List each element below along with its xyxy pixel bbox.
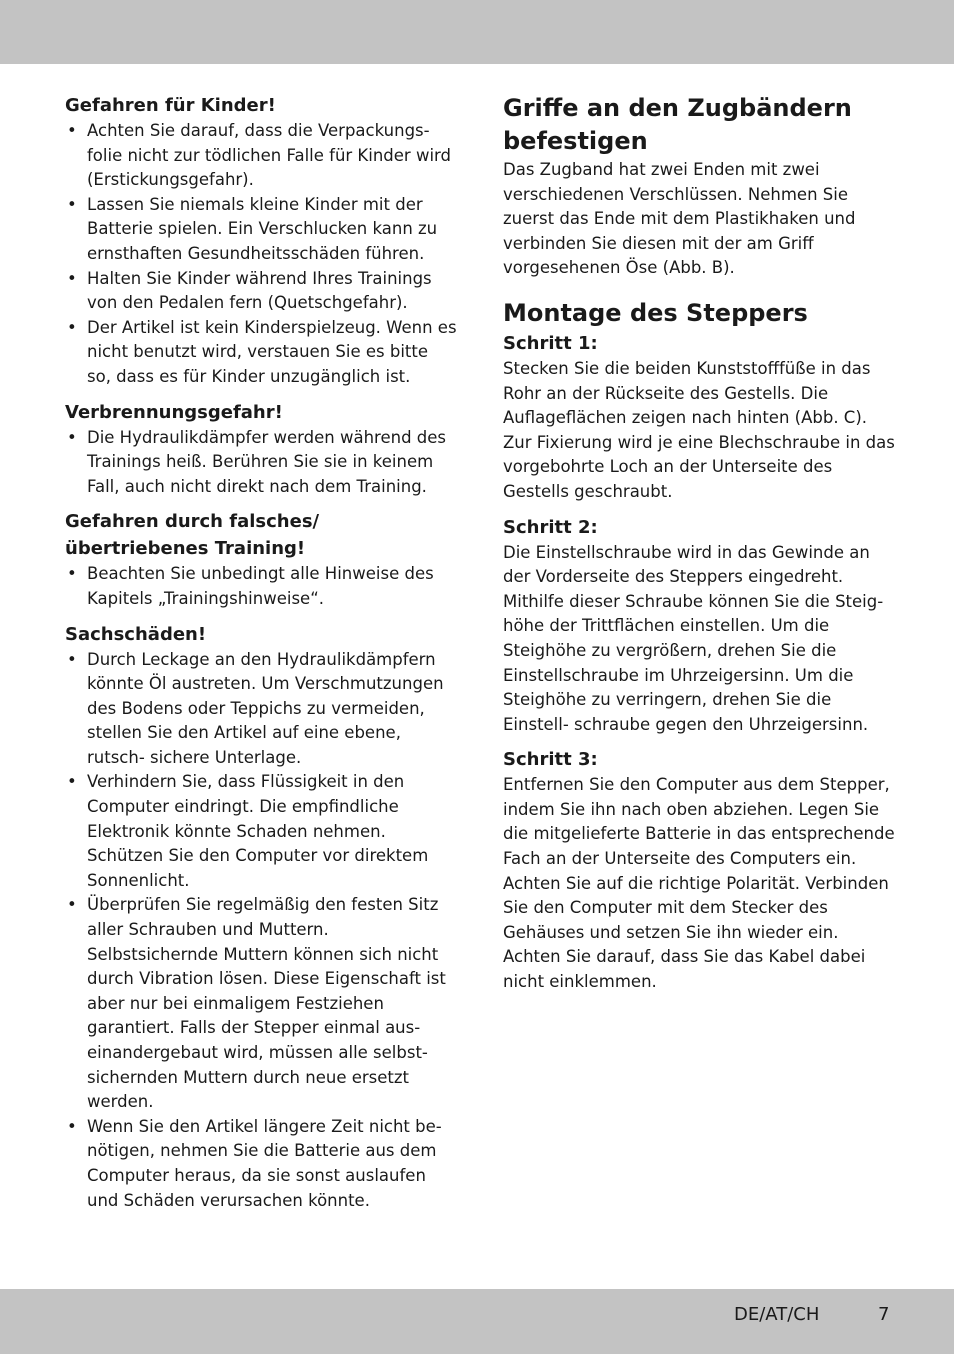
spacer [65, 390, 457, 399]
step-heading: Schritt 3: [503, 749, 598, 771]
right-column [503, 92, 898, 995]
bullet-item [65, 193, 457, 267]
section-verbrennung [65, 399, 457, 500]
bullet-item [65, 893, 457, 1114]
bullet-item [65, 648, 457, 771]
step-heading: Schritt 2: [503, 516, 598, 538]
bullet-dot: • [67, 895, 77, 915]
bullet-text: Der Artikel ist kein Kinderspielzeug. Wenn es nicht benutzt wird, verstauen Sie es bitte so, dass es für Kinder unzugänglich ist. [87, 317, 457, 386]
step-2 [503, 514, 898, 738]
header-band [0, 0, 954, 64]
step-paragraph: Die Einstellschraube wird in das Gewinde an der Vorderseite des Steppers eingedreht. Mithilfe dieser Schraube können Sie die Steig- höhe der Trittflächen einstellen. Um die Steighöhe zu vergrößern, drehen Sie die Einstellschraube im Uhrzeigersinn. Um die Steighöhe zu verringern, drehen Sie die Einstell- schraube gegen den Uhrzeigersinn. [503, 542, 884, 734]
bullet-text: Lassen Sie niemals kleine Kinder mit der Batterie spielen. Ein Verschlucken kann zu ernsthaften Gesundheitsschäden führen. [87, 194, 438, 263]
bullet-text: Überprüfen Sie regelmäßig den festen Sitz aller Schrauben und Muttern. Selbstsichernde Muttern können sich nicht durch Vibration lösen. Diese Eigenschaft ist aber nur bei einmaligem Festziehen garantiert. Falls der Stepper einmal aus- einandergebaut wird, müssen alle selbst- sichernden Muttern durch neue ersetzt werden. [87, 895, 446, 1112]
section-sachschaeden [65, 621, 457, 1214]
section-griffe [503, 92, 898, 281]
bullet-text: Wenn Sie den Artikel längere Zeit nicht be- nötigen, nehmen Sie die Batterie aus dem Computer heraus, da sie sonst auslaufen und Schäden verursachen könnte. [87, 1116, 442, 1210]
bullet-item [65, 119, 457, 193]
bullet-item [65, 1115, 457, 1213]
page-number: 7 [878, 1304, 890, 1325]
step-paragraph: Stecken Sie die beiden Kunststofffüße in das Rohr an der Rückseite des Gestells. Die Auflageflächen zeigen nach hinten (Abb. C). Zur Fixierung wird je eine Blechschraube in das vorgebohrte Loch an der Unterseite des Gestells geschraubt. [503, 358, 895, 501]
spacer [503, 737, 898, 746]
section-montage [503, 297, 898, 995]
bullet-dot: • [67, 194, 77, 214]
left-column [65, 92, 457, 1213]
bullet-text: Beachten Sie unbedingt alle Hinweise des Kapitels „Trainingshinweise“. [87, 564, 434, 608]
spacer [503, 505, 898, 514]
bullet-text: Durch Leckage an den Hydraulikdämpfern könnte Öl austreten. Um Verschmutzungen des Bodens oder Teppichs zu vermeiden, stellen Sie den Artikel auf eine ebene, rutsch- sichere Unterlage. [87, 649, 444, 767]
bullet-text: Die Hydraulikdämpfer werden während des Trainings heiß. Berühren Sie sie in keinem Fall, auch nicht direkt nach dem Training. [87, 427, 447, 496]
bullet-item [65, 562, 457, 611]
bullet-item [65, 426, 457, 500]
bullet-list [65, 562, 457, 611]
section-kinder [65, 92, 457, 390]
bullet-text: Achten Sie darauf, dass die Verpackungs- folie nicht zur tödlichen Falle für Kinder wird (Erstickungsgefahr). [87, 121, 451, 190]
step-heading: Schritt 1: [503, 332, 598, 354]
spacer [65, 612, 457, 621]
section-paragraph: Das Zugband hat zwei Enden mit zwei verschiedenen Verschlüssen. Nehmen Sie zuerst das Ende mit dem Plastikhaken und verbinden Sie diesen mit der am Griff vorgesehenen Öse (Abb. B). [503, 160, 856, 278]
bullet-text: Halten Sie Kinder während Ihres Trainings von den Pedalen fern (Quetschgefahr). [87, 268, 432, 313]
section-title: Griffe an den Zugbändern befestigen [503, 94, 852, 155]
section-heading: Sachschäden! [65, 623, 207, 645]
bullet-dot: • [67, 564, 77, 584]
bullet-list [65, 648, 457, 1214]
section-title: Montage des Steppers [503, 298, 808, 327]
section-heading: Gefahren für Kinder! [65, 95, 276, 116]
bullet-dot: • [67, 317, 77, 337]
step-1 [503, 330, 898, 505]
bullet-item [65, 267, 457, 316]
bullet-dot: • [67, 268, 77, 288]
bullet-list [65, 119, 457, 390]
bullet-dot: • [67, 427, 77, 447]
bullet-dot: • [67, 772, 77, 792]
bullet-text: Verhindern Sie, dass Flüssigkeit in den Computer eindringt. Die empfindliche Elektronik könnte Schaden nehmen. Schützen Sie den Computer vor direktem Sonnenlicht. [87, 772, 429, 890]
step-3 [503, 746, 898, 994]
spacer [503, 281, 898, 297]
bullet-item [65, 316, 457, 390]
section-heading: Verbrennungsgefahr! [65, 401, 283, 423]
step-paragraph: Entfernen Sie den Computer aus dem Stepper, indem Sie ihn nach oben abziehen. Legen Sie die mitgelieferte Batterie in das entsprechende Fach an der Unterseite des Computers ein. Achten Sie auf die richtige Polarität. Verbinden Sie den Computer mit dem Stecker des Gehäuses und setzen Sie ihn wieder ein. Achten Sie darauf, dass Sie das Kabel dabei nicht einklemmen. [503, 775, 895, 992]
section-training [65, 508, 457, 611]
section-heading: Gefahren durch falsches/ übertriebenes Training! [65, 511, 320, 560]
bullet-list [65, 426, 457, 500]
footer-region-label: DE/AT/CH [734, 1304, 820, 1325]
bullet-dot: • [67, 121, 77, 140]
bullet-dot: • [67, 649, 77, 669]
spacer [65, 499, 457, 508]
bullet-item [65, 770, 457, 893]
bullet-dot: • [67, 1116, 77, 1136]
